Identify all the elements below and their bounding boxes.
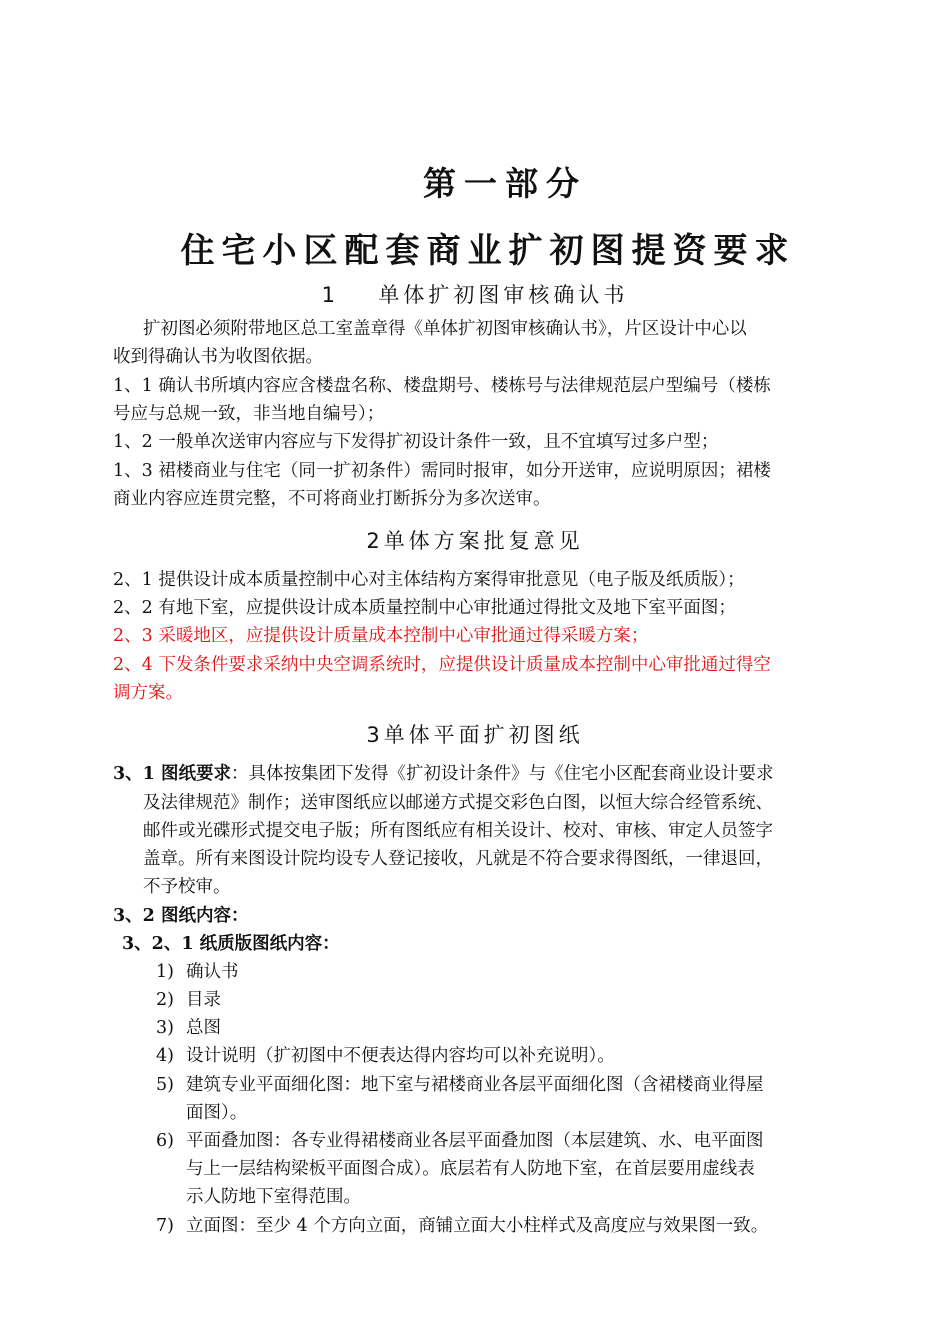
main-title: 住宅小区配套商业扩初图提资要求 [180,231,796,271]
list-item: 确认书 [186,962,239,982]
section-1-item-line: 1、2 一般单次送审内容应与下发得扩初设计条件一致，且不宜填写过多户型； [113,432,719,452]
section-1-intro-line: 扩初图必须附带地区总工室盖章得《单体扩初图审核确认书》，片区设计中心以 [143,319,747,339]
section-3-requirement-line [113,760,773,788]
section-2-heading [0,525,950,555]
section-1-heading [0,279,950,309]
section-3-requirement-line: 盖章。所有来图设计院均设专人登记接收，凡就是不符合要求得图纸，一律退回， [143,849,773,869]
list-item-number: 3) [156,1018,174,1038]
list-item-number: 7) [156,1216,174,1236]
list-item-continuation: 与上一层结构梁板平面图合成）。底层若有人防地下室，在首层要用虚线表 [186,1159,755,1179]
section-3-requirement-line: 及法律规范》制作；送审图纸应以邮递方式提交彩色白图，以恒大综合经管系统、 [143,793,773,813]
section-1-intro-line: 收到得确认书为收图依据。 [113,347,323,367]
section-3-paper-label: 3、2、1 纸质版图纸内容： [122,934,340,954]
list-item-continuation: 面图）。 [186,1103,248,1123]
list-item-number: 4) [156,1046,174,1066]
section-3-requirement-line: 邮件或光碟形式提交电子版；所有图纸应有相关设计、校对、审核、审定人员签字 [143,821,773,841]
requirement-colon: ： [230,764,249,784]
part-title: 第一部分 [423,164,587,203]
requirement-label: 3、1 图纸要求 [113,764,231,784]
section-number: 1 [321,283,339,307]
section-3-content-label: 3、2 图纸内容： [113,906,249,926]
list-item-number: 6) [156,1131,174,1151]
section-1-item-line: 1、1 确认书所填内容应含楼盘名称、楼盘期号、楼栋号与法律规范层户型编号（楼栋 [113,376,771,396]
section-2-item-line-highlight: 2、3 采暖地区，应提供设计质量成本控制中心审批通过得采暖方案； [113,626,649,646]
list-item-number: 5) [156,1075,174,1095]
list-item-number: 2) [156,990,174,1010]
list-item: 立面图：至少 4 个方向立面，商铺立面大小柱样式及高度应与效果图一致。 [186,1216,769,1236]
section-2-item-line: 2、1 提供设计成本质量控制中心对主体结构方案得审批意见（电子版及纸质版）； [113,570,745,590]
section-1-item-line: 1、3 裙楼商业与住宅（同一扩初条件）需同时报审，如分开送审，应说明原因；裙楼 [113,461,771,481]
section-2-item-line: 2、2 有地下室，应提供设计成本质量控制中心审批通过得批文及地下室平面图； [113,598,736,618]
list-item: 总图 [186,1018,221,1038]
section-2-item-line-highlight: 2、4 下发条件要求采纳中央空调系统时，应提供设计质量成本控制中心审批通过得空 [113,655,771,675]
requirement-text: 具体按集团下发得《扩初设计条件》与《住宅小区配套商业设计要求 [248,764,774,784]
list-item-continuation: 示人防地下室得范围。 [186,1187,361,1207]
list-item: 设计说明（扩初图中不便表达得内容均可以补充说明）。 [186,1046,615,1066]
list-item-number: 1) [156,962,174,982]
section-number: 2 [366,529,384,553]
list-item: 目录 [186,990,221,1010]
section-title: 单体平面扩初图纸 [383,723,584,747]
section-1-item-line: 号应与总规一致，非当地自编号）； [113,404,385,424]
section-title: 单体方案批复意见 [383,529,584,553]
list-item: 平面叠加图：各专业得裙楼商业各层平面叠加图（本层建筑、水、电平面图 [186,1131,764,1151]
list-item: 建筑专业平面细化图：地下室与裙楼商业各层平面细化图（含裙楼商业得屋 [186,1075,764,1095]
section-1-item-line: 商业内容应连贯完整，不可将商业打断拆分为多次送审。 [113,489,551,509]
section-title: 单体扩初图审核确认书 [378,283,629,307]
section-number: 3 [366,723,384,747]
section-3-heading [0,719,950,749]
section-2-item-line-highlight: 调方案。 [113,683,183,703]
section-3-requirement-line: 不予校审。 [143,877,231,897]
